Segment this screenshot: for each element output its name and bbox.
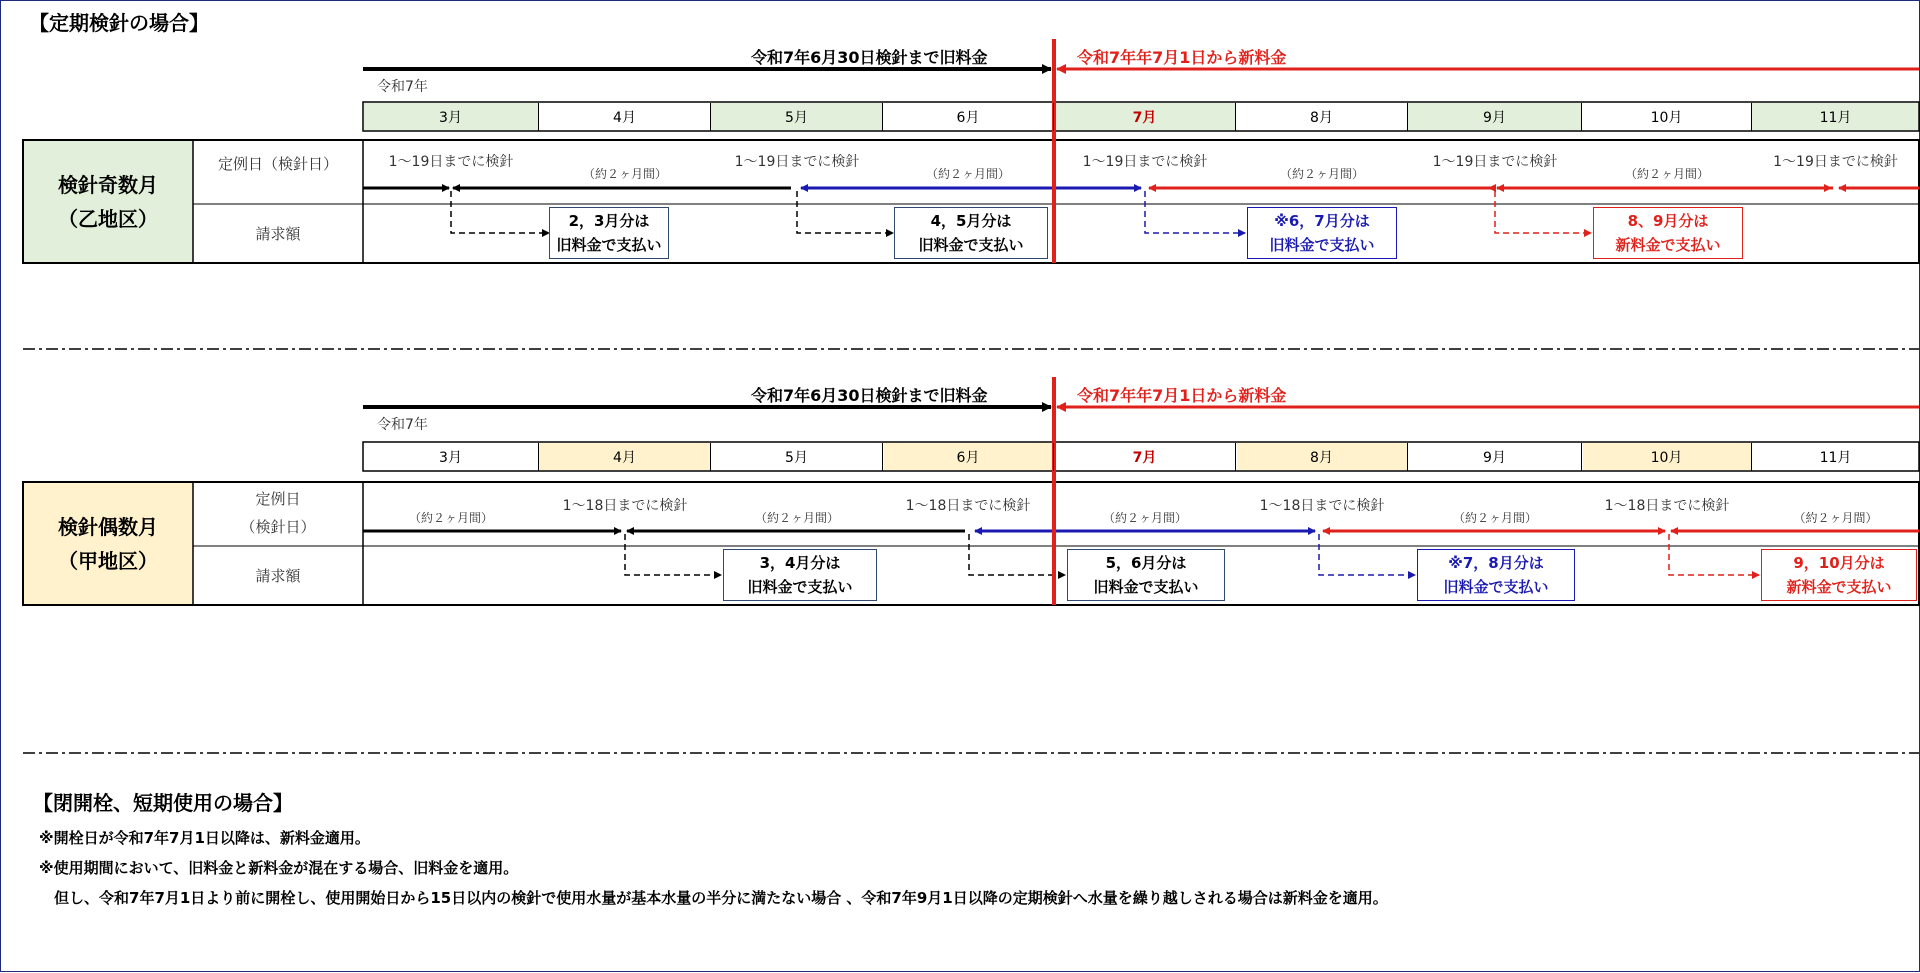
odd-bill-1-line1: 2，3月分は (568, 212, 650, 230)
even-reading-day-line1: 定例日 (255, 490, 301, 508)
even-month-3: 5月 (711, 443, 883, 471)
even-period-cell-jul: （約２ヶ月間） (1102, 510, 1187, 525)
odd-month-6: 8月 (1236, 103, 1408, 131)
odd-month-1: 3月 (363, 103, 539, 131)
old-rate-label-2: 令和7年6月30日検針まで旧料金 (751, 386, 988, 405)
odd-month-2: 4月 (539, 103, 711, 131)
even-bill-4-line1: 9，10月分は (1793, 554, 1885, 572)
even-reading-cell-aug: 1～18日までに検針 (1259, 498, 1385, 514)
even-reading-day-label (193, 483, 363, 543)
odd-month-5: 7月 (1054, 103, 1236, 131)
odd-month-8: 10月 (1582, 103, 1752, 131)
odd-month-district: （乙地区） (58, 206, 158, 231)
odd-reading-cell-nov: 1～19日までに検針 (1773, 154, 1898, 170)
short-term-title: 【閉開栓、短期使用の場合】 (33, 791, 293, 815)
odd-bill-2-line1: 4，5月分は (930, 212, 1012, 230)
era-label-1: 令和7年 (377, 79, 428, 95)
odd-month-7: 9月 (1408, 103, 1582, 131)
even-month-5: 7月 (1054, 443, 1236, 471)
even-month-1: 3月 (363, 443, 539, 471)
odd-bill-2-line2: 旧料金で支払い (918, 236, 1024, 254)
even-period-cell-nov: （約２ヶ月間） (1793, 510, 1878, 525)
even-bill-box-2 (1067, 549, 1225, 601)
odd-bill-box-2 (894, 207, 1048, 259)
odd-period-cell-jun: （約２ヶ月間） (925, 166, 1010, 181)
odd-reading-cell-may: 1～19日までに検針 (734, 154, 860, 170)
even-bill-1-line2: 旧料金で支払い (747, 578, 853, 596)
even-billing-label: 請求額 (255, 567, 301, 585)
new-rate-label-2: 令和7年年7月1日から新料金 (1077, 386, 1287, 405)
old-rate-label-1: 令和7年6月30日検針まで旧料金 (751, 48, 988, 67)
even-bill-4-line2: 新料金で支払い (1786, 578, 1892, 596)
odd-month-group-label (23, 140, 193, 263)
odd-bill-3-line1: ※6，7月分は (1274, 212, 1370, 230)
even-bill-2-line1: 5，6月分は (1105, 554, 1187, 572)
even-reading-cell-jun: 1～18日までに検針 (905, 498, 1031, 514)
even-bill-box-3 (1417, 549, 1575, 601)
odd-month-name: 検針奇数月 (58, 172, 158, 197)
even-reading-cell-oct: 1～18日までに検針 (1604, 498, 1730, 514)
odd-billing-label: 請求額 (255, 225, 301, 243)
even-month-6: 8月 (1236, 443, 1408, 471)
even-month-district: （甲地区） (58, 548, 158, 573)
even-month-9: 11月 (1819, 450, 1852, 466)
even-period-cell-may: （約２ヶ月間） (754, 510, 839, 525)
note-3: 但し、令和7年7月1日より前に開栓し、使用開始日から15日以内の検針で使用水量が基本水量の半分に満たない場合 、令和7年9月1日以降の定期検針へ水量を繰り越しされる場合は新料金を適用。 (39, 889, 1388, 907)
even-period-cell-sep: （約２ヶ月間） (1452, 510, 1537, 525)
odd-reading-cell-jul: 1～19日までに検針 (1082, 154, 1208, 170)
odd-bill-4-line2: 新料金で支払い (1615, 236, 1721, 254)
odd-reading-cell-sep: 1～19日までに検針 (1432, 154, 1558, 170)
new-rate-label-1: 令和7年年7月1日から新料金 (1077, 48, 1287, 67)
odd-bill-4-line1: 8、9月分は (1627, 212, 1709, 230)
odd-month-4: 6月 (883, 103, 1054, 131)
even-bill-3-line1: ※7，8月分は (1448, 554, 1544, 572)
regular-reading-title: 【定期検針の場合】 (29, 11, 209, 35)
even-bill-3-line2: 旧料金で支払い (1443, 578, 1549, 596)
even-month-7: 9月 (1408, 443, 1582, 471)
even-month-group-label (23, 482, 193, 605)
even-reading-cell-apr: 1～18日までに検針 (562, 498, 688, 514)
even-bill-1-line1: 3，4月分は (759, 554, 841, 572)
even-bill-2-line2: 旧料金で支払い (1093, 578, 1199, 596)
odd-bill-box-1 (549, 207, 669, 259)
even-period-cell-mar: （約２ヶ月間） (408, 510, 493, 525)
odd-reading-day-label: 定例日（検針日） (217, 154, 338, 173)
odd-bill-box-4 (1593, 207, 1743, 259)
even-month-4: 6月 (883, 443, 1054, 471)
even-reading-day-line2: （検針日） (240, 518, 316, 536)
even-month-8: 10月 (1582, 443, 1752, 471)
odd-month-3: 5月 (711, 103, 883, 131)
odd-bill-box-3 (1247, 207, 1397, 259)
odd-period-cell-oct: （約２ヶ月間） (1624, 166, 1709, 181)
odd-month-9: 11月 (1819, 110, 1852, 126)
even-bill-box-1 (723, 549, 877, 601)
odd-reading-cell-mar: 1～19日までに検針 (388, 154, 514, 170)
era-label-2: 令和7年 (377, 417, 428, 433)
odd-period-cell-apr: （約２ヶ月間） (582, 166, 667, 181)
odd-bill-1-line2: 旧料金で支払い (556, 236, 662, 254)
odd-period-cell-aug: （約２ヶ月間） (1279, 166, 1364, 181)
even-bill-box-4 (1761, 549, 1917, 601)
even-month-name: 検針偶数月 (58, 514, 158, 539)
note-1: ※開栓日が令和7年7月1日以降は、新料金適用。 (39, 829, 370, 847)
note-2: ※使用期間において、旧料金と新料金が混在する場合、旧料金を適用。 (39, 859, 519, 877)
even-month-2: 4月 (539, 443, 711, 471)
odd-bill-3-line2: 旧料金で支払い (1269, 236, 1375, 254)
